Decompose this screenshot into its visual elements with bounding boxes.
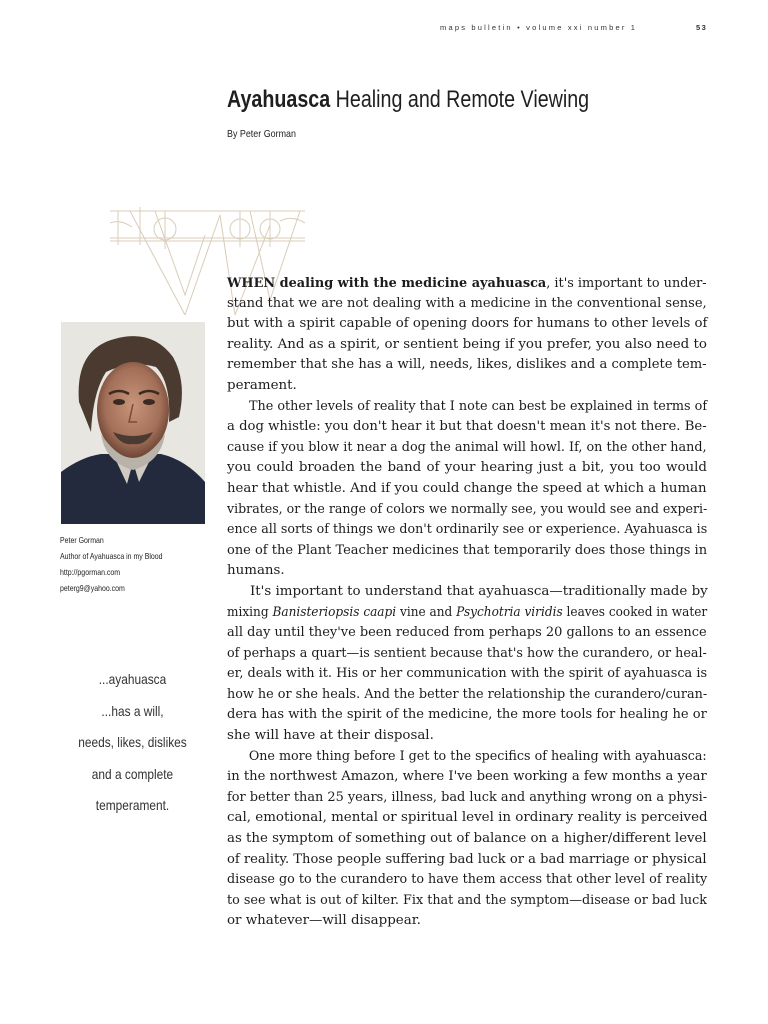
body-text: , it's important to under- bbox=[546, 276, 707, 291]
running-header bbox=[440, 23, 712, 32]
body-line: The other levels of reality that I note can best be explained in terms of bbox=[248, 398, 708, 414]
body-line: of perhaps a quart—is sentient because that's how the curandero, or heal- bbox=[227, 645, 707, 661]
body-line: how he or she heals. And the better the relationship the curandero/curan- bbox=[227, 686, 708, 702]
body-line: cause if you blow it near a dog the animal will howl. If, on the other hand, bbox=[227, 439, 707, 455]
body-line: but with a spirit capable of opening doors for humans to other levels of bbox=[227, 316, 708, 332]
body-line: er, deals with it. His or her communication with the spirit of ayahuasca is bbox=[227, 666, 708, 682]
body-line: stand that we are not dealing with a medicine in the conventional sense, bbox=[227, 295, 707, 311]
species-name: Psychotria viridis bbox=[456, 604, 563, 620]
article-title bbox=[227, 86, 589, 114]
species-name: Banisteriopsis caapi bbox=[272, 604, 397, 620]
pull-quote bbox=[55, 664, 210, 822]
body-line: as the symptom of something out of balance on a higher/different level bbox=[227, 831, 707, 847]
running-title: maps bulletin • volume xxi number 1 bbox=[440, 23, 638, 32]
pull-quote-line: ...has a will, bbox=[101, 702, 164, 719]
body-line: One more thing before I get to the specifics of healing with ayahuasca: bbox=[248, 748, 707, 764]
lead-in: WHEN dealing with the medicine ayahuasca bbox=[227, 275, 547, 291]
body-line: hear that whistle. And if you could change the speed at which a human bbox=[227, 480, 707, 496]
page-number: 53 bbox=[696, 23, 708, 32]
portrait-image bbox=[61, 322, 205, 524]
byline: By Peter Gorman bbox=[227, 128, 296, 140]
body-line: dera has with the spirit of the medicine, the more tools for healing he or bbox=[227, 707, 707, 723]
body-line: one of the Plant Teacher medicines that temporarily does those things in bbox=[227, 542, 708, 558]
body-line: humans. bbox=[227, 563, 285, 579]
body-line: ence all sorts of things we don't ordinarily see or experience. Ayahuasca is bbox=[227, 522, 708, 538]
caption-website-link[interactable]: http://pgorman.com bbox=[60, 567, 121, 577]
body-line: cal, emotional, mental or spiritual level in ordinary reality is perceived bbox=[227, 810, 708, 826]
caption-book: Author of Ayahuasca in my Blood bbox=[60, 551, 163, 561]
body-text: mixing bbox=[227, 604, 273, 620]
pull-quote-line: temperament. bbox=[95, 797, 170, 813]
pull-quote-line: and a complete bbox=[91, 765, 174, 782]
photo-caption bbox=[60, 532, 163, 596]
article-body bbox=[227, 273, 707, 932]
body-text: vine and bbox=[396, 604, 457, 620]
body-line bbox=[227, 273, 707, 294]
body-line: reality. And as a spirit, or sentient being if you prefer, you also need to bbox=[227, 336, 707, 352]
body-line: to see what is out of kilter. Fix that and the symptom—disease or bad luck bbox=[227, 892, 708, 908]
pull-quote-line: ...ayahuasca bbox=[98, 671, 167, 687]
article-title-bold: Ayahuasca bbox=[227, 86, 331, 113]
body-line: all day until they've been reduced from perhaps 20 gallons to an essence bbox=[227, 625, 707, 641]
body-line: remember that she has a will, needs, likes, dislikes and a complete tem- bbox=[227, 357, 707, 373]
body-line bbox=[227, 603, 708, 624]
body-line: for better than 25 years, illness, bad luck and anything wrong on a physi- bbox=[227, 789, 708, 805]
body-line: vibrates, or the range of colors we normally see, you would see and experi- bbox=[227, 501, 708, 517]
body-line: you could broaden the band of your hearing just a bit, you too would bbox=[227, 460, 707, 476]
body-line: she will have at their disposal. bbox=[227, 728, 434, 744]
body-line: in the northwest Amazon, where I've been working a few months a year bbox=[227, 769, 707, 785]
body-line: disease go to the curandero to have them access that other level of reality bbox=[227, 872, 708, 888]
body-line: It's important to understand that ayahuasca—traditionally made by bbox=[250, 583, 708, 599]
pull-quote-line: needs, likes, dislikes bbox=[78, 734, 187, 750]
body-line: of reality. Those people suffering bad luck or a bad marriage or physical bbox=[227, 851, 707, 867]
caption-name: Peter Gorman bbox=[60, 535, 104, 545]
article-title-rest: Healing and Remote Viewing bbox=[330, 86, 590, 113]
body-line: perament. bbox=[227, 377, 297, 393]
body-text: leaves cooked in water bbox=[562, 604, 708, 620]
caption-email-link[interactable]: peterg9@yahoo.com bbox=[60, 583, 125, 593]
body-line: or whatever—will disappear. bbox=[227, 913, 421, 929]
author-photo bbox=[61, 322, 205, 524]
body-line: a dog whistle: you don't hear it but that doesn't mean it's not there. Be- bbox=[227, 419, 707, 435]
